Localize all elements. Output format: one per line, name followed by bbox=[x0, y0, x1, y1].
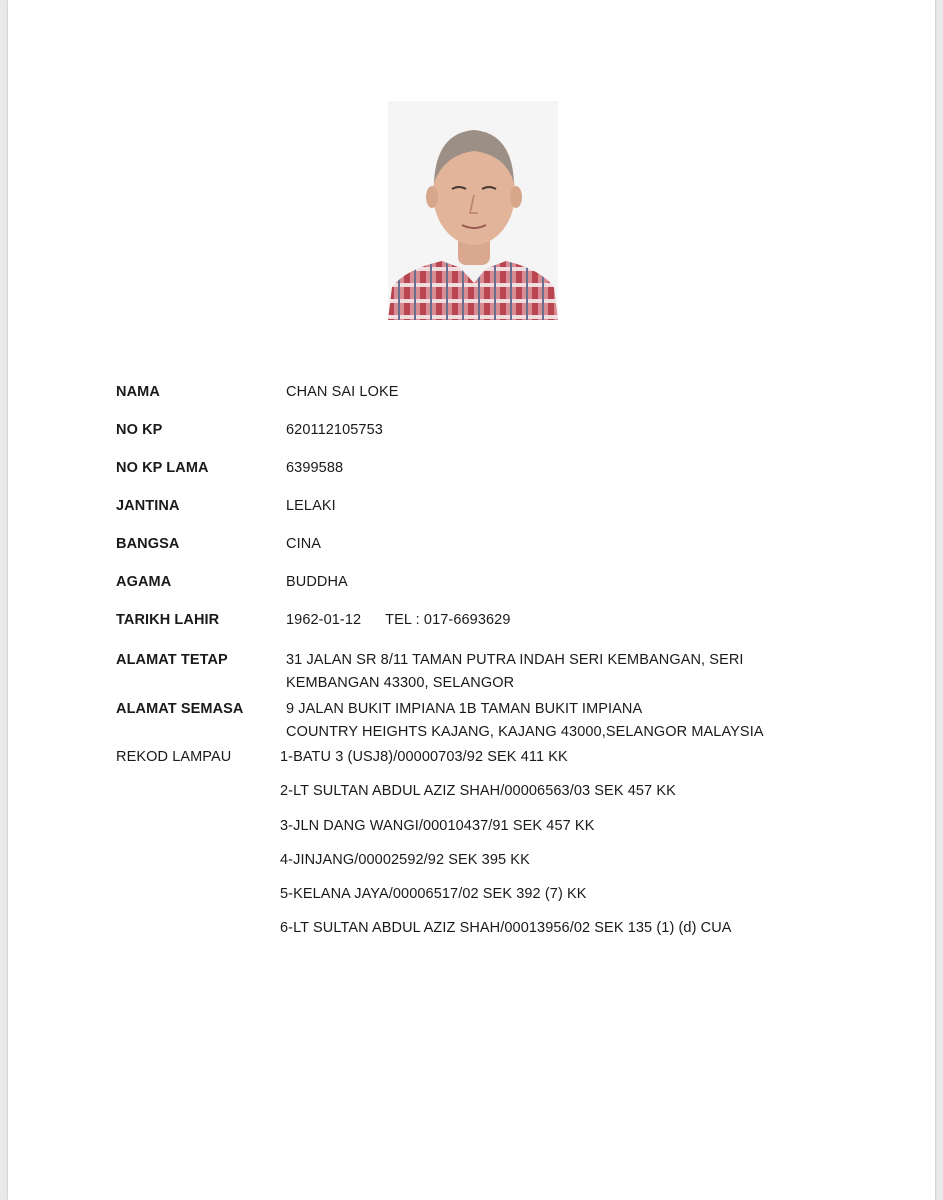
no-kp-label: NO KP bbox=[116, 422, 163, 438]
telephone-value: TEL : 017-6693629 bbox=[385, 612, 511, 628]
rekod-item: 2-LT SULTAN ABDUL AZIZ SHAH/00006563/03 SEK 457 KK bbox=[280, 783, 676, 799]
tarikh-lahir-row bbox=[286, 612, 510, 628]
person-portrait-icon bbox=[388, 101, 558, 320]
rekod-item: 3-JLN DANG WANGI/00010437/91 SEK 457 KK bbox=[280, 818, 595, 834]
rekod-item: 4-JINJANG/00002592/92 SEK 395 KK bbox=[280, 852, 530, 868]
jantina-value: LELAKI bbox=[286, 498, 336, 514]
nama-value: CHAN SAI LOKE bbox=[286, 384, 399, 400]
rekod-item: 5-KELANA JAYA/00006517/02 SEK 392 (7) KK bbox=[280, 886, 587, 902]
agama-value: BUDDHA bbox=[286, 574, 348, 590]
rekod-item: 1-BATU 3 (USJ8)/00000703/92 SEK 411 KK bbox=[280, 749, 568, 765]
bangsa-value: CINA bbox=[286, 536, 322, 552]
no-kp-lama-value: 6399588 bbox=[286, 460, 344, 476]
alamat-tetap-line-1: 31 JALAN SR 8/11 TAMAN PUTRA INDAH SERI KEMBANGAN, SERI bbox=[286, 652, 744, 668]
rekod-lampau-label: REKOD LAMPAU bbox=[116, 749, 232, 765]
agama-label: AGAMA bbox=[116, 574, 172, 590]
tarikh-lahir-value: 1962-01-12 bbox=[286, 612, 362, 628]
jantina-label: JANTINA bbox=[116, 498, 180, 514]
no-kp-lama-label: NO KP LAMA bbox=[116, 460, 209, 476]
document-page bbox=[8, 0, 935, 1200]
profile-photo bbox=[388, 101, 558, 320]
alamat-semasa-label: ALAMAT SEMASA bbox=[116, 701, 244, 717]
no-kp-value: 620112105753 bbox=[286, 422, 383, 438]
tarikh-lahir-label: TARIKH LAHIR bbox=[116, 612, 220, 628]
nama-label: NAMA bbox=[116, 384, 160, 400]
alamat-semasa-line-1: 9 JALAN BUKIT IMPIANA 1B TAMAN BUKIT IMPIANA bbox=[286, 701, 643, 717]
alamat-semasa-line-2: COUNTRY HEIGHTS KAJANG, KAJANG 43000,SELANGOR MALAYSIA bbox=[286, 724, 764, 740]
rekod-item: 6-LT SULTAN ABDUL AZIZ SHAH/00013956/02 SEK 135 (1) (d) CUA bbox=[280, 920, 732, 936]
alamat-tetap-line-2: KEMBANGAN 43300, SELANGOR bbox=[286, 675, 515, 691]
alamat-tetap-label: ALAMAT TETAP bbox=[116, 652, 228, 668]
bangsa-label: BANGSA bbox=[116, 536, 180, 552]
